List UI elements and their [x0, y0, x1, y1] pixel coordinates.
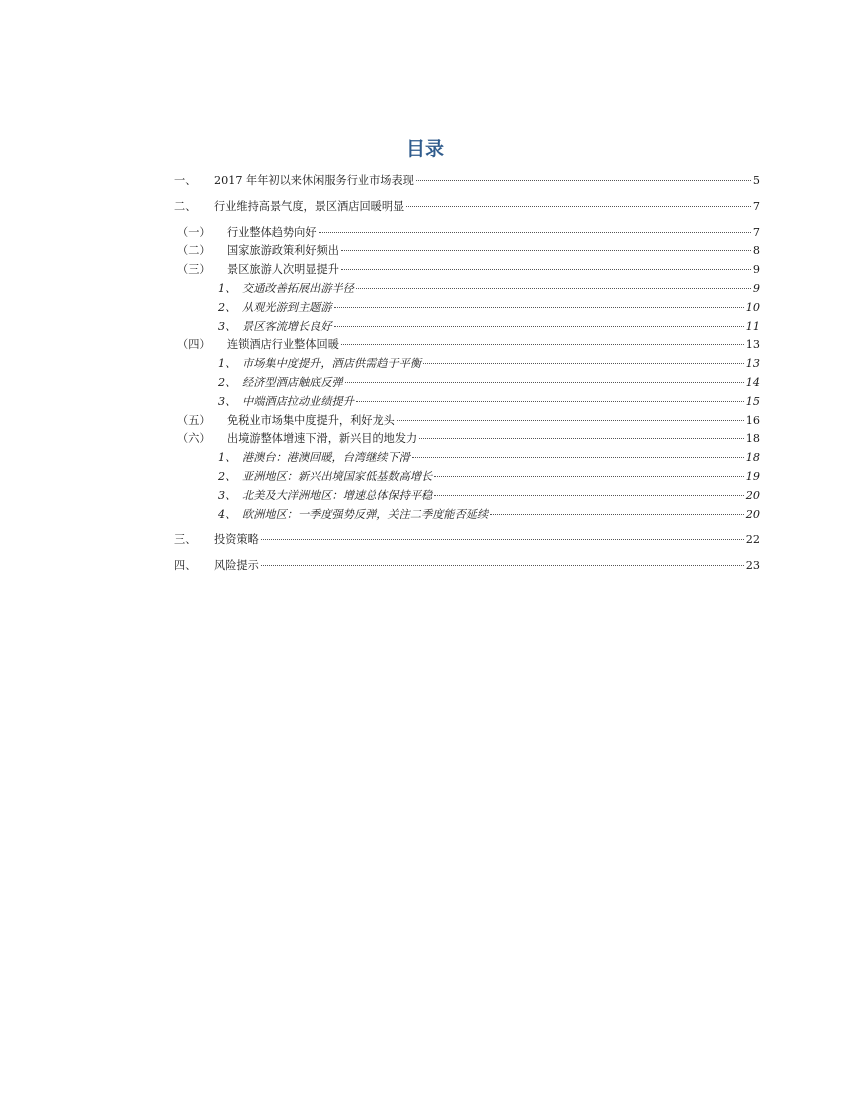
toc-entry-number: （五）: [177, 413, 211, 427]
toc-entry-title[interactable]: 连锁酒店行业整体回暖: [227, 338, 339, 352]
toc-entry-title[interactable]: 市场集中度提升，酒店供需趋于平衡: [242, 357, 422, 371]
toc-entry-title[interactable]: 景区客流增长良好: [242, 319, 332, 333]
toc-entry-title[interactable]: 国家旅游政策利好频出: [227, 244, 339, 258]
toc-entry-number: 2、: [218, 469, 237, 483]
toc-entry-page-number[interactable]: 9: [752, 281, 760, 295]
toc-entry-page-number[interactable]: 22: [745, 533, 760, 547]
toc-entry-page-number[interactable]: 23: [745, 559, 760, 573]
toc-entry-title[interactable]: 从观光游到主题游: [242, 300, 332, 314]
toc-entry-title[interactable]: 投资策略: [214, 533, 259, 547]
toc-entry-page-number[interactable]: 19: [745, 469, 760, 483]
toc-dot-leader: [423, 351, 744, 364]
toc-entry-page-number[interactable]: 20: [745, 507, 760, 521]
toc-dot-leader: [490, 502, 744, 515]
toc-dot-leader: [416, 168, 751, 181]
toc-entry-title[interactable]: 交通改善拓展出游半径: [242, 281, 354, 295]
toc-entry-page-number[interactable]: 9: [752, 263, 760, 277]
toc-dot-leader: [356, 389, 744, 402]
toc-entry-page-number[interactable]: 14: [745, 375, 760, 389]
toc-dot-leader: [334, 314, 744, 327]
toc-entry-number: （三）: [177, 263, 211, 277]
toc-entry-number: 3、: [218, 488, 237, 502]
toc-entry-number: 2、: [218, 375, 237, 389]
toc-entry-number: （二）: [177, 244, 211, 258]
toc-entry-title[interactable]: 出境游整体增速下滑，新兴目的地发力: [227, 432, 418, 446]
toc-entry-number: 3、: [218, 394, 237, 408]
toc-dot-leader: [261, 553, 744, 566]
toc-dot-leader: [345, 370, 744, 383]
toc-entry-number: （四）: [177, 338, 211, 352]
toc-dot-leader: [406, 194, 751, 207]
toc-entry-number: 4、: [218, 507, 237, 521]
toc-entry-number: 四、: [174, 559, 197, 573]
toc-dot-leader: [341, 238, 751, 251]
toc-entry-number: 2、: [218, 300, 237, 314]
toc-dot-leader: [341, 332, 744, 345]
toc-entry-page-number[interactable]: 5: [752, 174, 760, 187]
toc-entry[interactable]: [174, 171, 760, 190]
toc-entry-number: 一、: [174, 174, 197, 187]
toc-entry-number: 1、: [218, 357, 237, 371]
toc-dot-leader: [412, 445, 744, 458]
toc-dot-leader: [341, 257, 751, 270]
toc-entry[interactable]: [174, 197, 760, 216]
toc-entry-title[interactable]: 2017 年年初以来休闲服务行业市场表现: [214, 174, 414, 187]
toc-dot-leader: [419, 426, 744, 439]
toc-entry-title[interactable]: 免税业市场集中度提升，利好龙头: [227, 413, 395, 427]
toc-entry-page-number[interactable]: 13: [745, 357, 760, 371]
table-of-contents: [174, 171, 760, 575]
toc-heading: 目录: [405, 138, 444, 160]
toc-entry-title[interactable]: 行业整体趋势向好: [227, 225, 317, 239]
toc-dot-leader: [356, 276, 751, 289]
toc-entry-title[interactable]: 港澳台：港澳回暖，台湾继续下滑: [242, 451, 410, 465]
toc-entry-number: （一）: [177, 225, 211, 239]
toc-entry-page-number[interactable]: 18: [745, 451, 760, 465]
toc-entry-page-number[interactable]: 13: [745, 338, 760, 352]
toc-entry-page-number[interactable]: 8: [752, 244, 760, 258]
toc-entry-title[interactable]: 中端酒店拉动业绩提升: [242, 394, 354, 408]
toc-dot-leader: [434, 483, 744, 496]
toc-entry-page-number[interactable]: 16: [745, 413, 760, 427]
toc-entry-number: 3、: [218, 319, 237, 333]
toc-dot-leader: [261, 527, 744, 540]
toc-dot-leader: [334, 295, 744, 308]
toc-entry-title[interactable]: 北美及大洋洲地区：增速总体保持平稳: [242, 488, 433, 502]
toc-entry-page-number[interactable]: 15: [745, 394, 760, 408]
toc-entry-number: 1、: [218, 281, 237, 295]
toc-dot-leader: [434, 464, 744, 477]
toc-entry-title[interactable]: 风险提示: [214, 559, 259, 573]
toc-entry-title[interactable]: 亚洲地区：新兴出境国家低基数高增长: [242, 469, 433, 483]
toc-entry-number: 1、: [218, 451, 237, 465]
toc-entry-title[interactable]: 行业维持高景气度，景区酒店回暖明显: [214, 199, 405, 213]
toc-entry-number: 二、: [174, 199, 197, 213]
toc-entry[interactable]: [174, 556, 760, 575]
toc-entry-page-number[interactable]: 20: [745, 488, 760, 502]
toc-entry-title[interactable]: 景区旅游人次明显提升: [227, 263, 339, 277]
toc-entry-page-number[interactable]: 10: [745, 300, 760, 314]
toc-entry-page-number[interactable]: 7: [752, 225, 760, 239]
toc-entry-title[interactable]: 经济型酒店触底反弹: [242, 375, 343, 389]
toc-entry-title[interactable]: 欧洲地区：一季度强势反弹，关注二季度能否延续: [242, 507, 489, 521]
toc-dot-leader: [319, 220, 751, 233]
toc-entry-number: 三、: [174, 533, 197, 547]
toc-entry-page-number[interactable]: 11: [745, 319, 760, 333]
toc-entry-number: （六）: [177, 432, 211, 446]
toc-entry-page-number[interactable]: 7: [752, 199, 760, 213]
toc-entry-page-number[interactable]: 18: [745, 432, 760, 446]
toc-entry[interactable]: [174, 530, 760, 549]
toc-dot-leader: [397, 408, 744, 421]
toc-entry[interactable]: [174, 505, 760, 524]
